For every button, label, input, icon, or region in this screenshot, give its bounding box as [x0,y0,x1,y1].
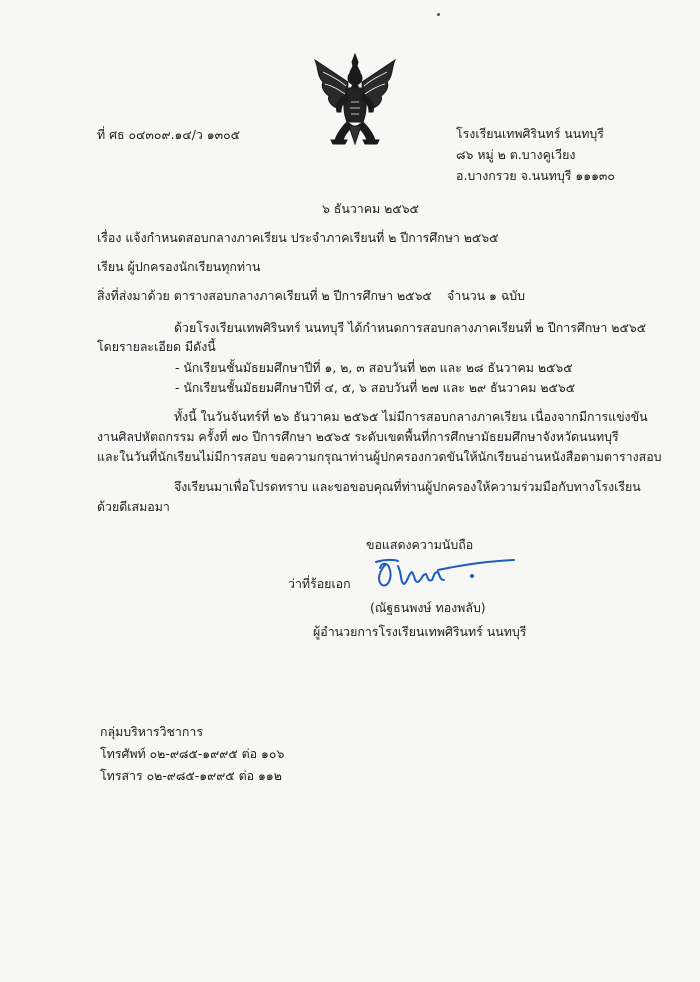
garuda-emblem-icon [313,52,397,146]
handwritten-signature [368,552,518,592]
enclosure-line: สิ่งที่ส่งมาด้วย ตารางสอบกลางภาคเรียนที่ ๒ ปีการศึกษา ๒๕๖๕ [97,288,432,303]
paragraph-3-line-1: จึงเรียนมาเพื่อโปรดทราบ และขอขอบคุณที่ท่านผู้ปกครองให้ความร่วมมือกับทางโรงเรียน [174,479,641,494]
scan-speck [437,13,440,16]
department: กลุ่มบริหารวิชาการ [100,724,204,739]
school-name: โรงเรียนเทพศิรินทร์ นนทบุรี [456,126,604,141]
enclosure-count: จำนวน ๑ ฉบับ [447,288,526,303]
phone-number: โทรศัพท์ ๐๒-๙๘๕-๑๙๙๕ ต่อ ๑๐๖ [100,746,285,761]
letter-subject: เรื่อง แจ้งกำหนดสอบกลางภาคเรียน ประจำภาคเรียนที่ ๒ ปีการศึกษา ๒๕๖๕ [97,230,499,245]
paragraph-1-line-1: ด้วยโรงเรียนเทพศิรินทร์ นนทบุรี ได้กำหนดการสอบกลางภาคเรียนที่ ๒ ปีการศึกษา ๒๕๖๕ [174,320,647,335]
closing-salutation: ขอแสดงความนับถือ [366,537,474,552]
schedule-item-2: - นักเรียนชั้นมัธยมศึกษาปีที่ ๔, ๕, ๖ สอบวันที่ ๒๗ และ ๒๙ ธันวาคม ๒๕๖๕ [175,380,576,395]
school-address-line-2: อ.บางกรวย จ.นนทบุรี ๑๑๑๓๐ [456,168,615,183]
signatory-position: ผู้อำนวยการโรงเรียนเทพศิรินทร์ นนทบุรี [313,624,527,639]
paragraph-2-line-2: งานศิลปหัตถกรรม ครั้งที่ ๗๐ ปีการศึกษา ๒๕๖๕ ระดับเขตพื้นที่การศึกษามัธยมศึกษาจังหวัดนนทบุรี [97,429,619,444]
schedule-item-1: - นักเรียนชั้นมัธยมศึกษาปีที่ ๑, ๒, ๓ สอบวันที่ ๒๓ และ ๒๘ ธันวาคม ๒๕๖๕ [175,360,573,375]
signatory-name: (ณัฐธนพงษ์ ทองพลับ) [370,600,486,615]
letter-recipient: เรียน ผู้ปกครองนักเรียนทุกท่าน [97,259,261,274]
paragraph-1-line-2: โดยรายละเอียด มีดังนี้ [97,339,216,354]
paragraph-3-line-2: ด้วยดีเสมอมา [97,499,170,514]
paragraph-2-line-3: และในวันที่นักเรียนไม่มีการสอบ ขอความกรุณาท่านผู้ปกครองกวดขันให้นักเรียนอ่านหนังสือตามตารางสอบ [97,449,662,464]
document-number: ที่ ศธ ๐๔๓๐๙.๑๔/ว ๑๓๐๕ [97,127,241,142]
paragraph-2-line-1: ทั้งนี้ ในวันจันทร์ที่ ๒๖ ธันวาคม ๒๕๖๕ ไม่มีการสอบกลางภาคเรียน เนื่องจากมีการแข่งขัน [174,409,648,424]
fax-number: โทรสาร ๐๒-๙๘๕-๑๙๙๕ ต่อ ๑๑๒ [100,768,282,783]
acting-rank: ว่าที่ร้อยเอก [288,576,351,591]
letter-date: ๖ ธันวาคม ๒๕๖๕ [322,201,419,216]
school-address-line-1: ๘๖ หมู่ ๒ ต.บางคูเวียง [456,147,576,162]
